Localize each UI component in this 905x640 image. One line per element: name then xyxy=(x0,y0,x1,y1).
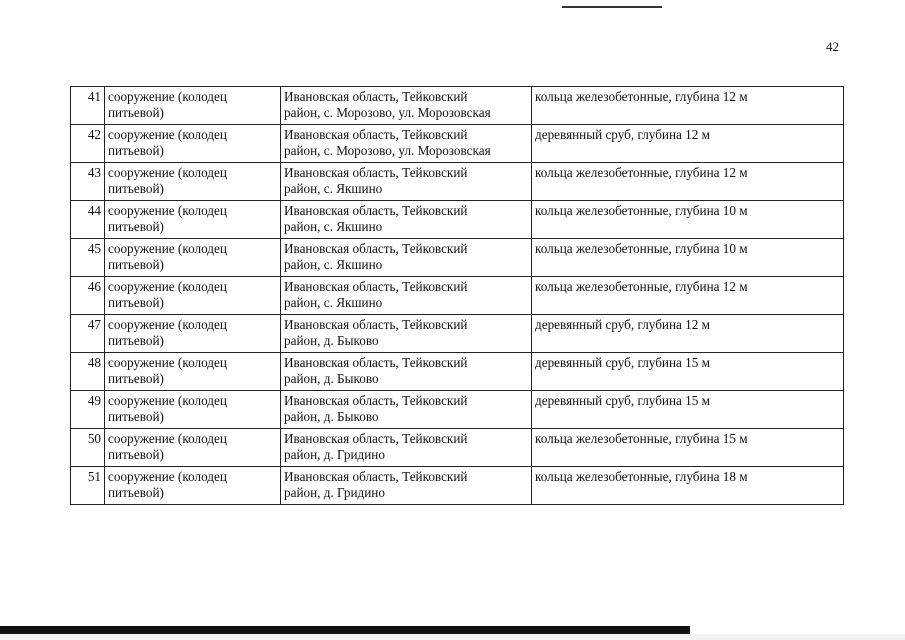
object-name xyxy=(105,429,281,467)
object-address-line: район, с. Якшино xyxy=(284,295,383,310)
object-name-line: питьевой) xyxy=(108,143,164,158)
object-name-line: питьевой) xyxy=(108,371,164,386)
object-name-line: сооружение (колодец xyxy=(108,165,227,180)
object-address xyxy=(281,125,532,163)
object-name xyxy=(105,201,281,239)
table-row xyxy=(71,353,844,391)
object-address-line: Ивановская область, Тейковский xyxy=(284,317,468,332)
object-address xyxy=(281,87,532,125)
scan-bottom-edge xyxy=(0,634,905,640)
row-number: 49 xyxy=(71,391,105,429)
object-address-line: район, с. Морозово, ул. Морозовская xyxy=(284,105,491,120)
object-address xyxy=(281,429,532,467)
object-name-line: питьевой) xyxy=(108,181,164,196)
table-row xyxy=(71,315,844,353)
object-name-line: сооружение (колодец xyxy=(108,355,227,370)
header-rule xyxy=(562,6,662,8)
object-description: кольца железобетонные, глубина 15 м xyxy=(532,429,844,467)
object-name-line: питьевой) xyxy=(108,257,164,272)
object-name-line: сооружение (колодец xyxy=(108,241,227,256)
object-address-line: Ивановская область, Тейковский xyxy=(284,279,468,294)
object-address-line: район, д. Гридино xyxy=(284,485,385,500)
object-name xyxy=(105,353,281,391)
table-row xyxy=(71,277,844,315)
object-description: кольца железобетонные, глубина 12 м xyxy=(532,87,844,125)
object-address-line: район, с. Якшино xyxy=(284,181,383,196)
object-description: деревянный сруб, глубина 15 м xyxy=(532,391,844,429)
row-number: 47 xyxy=(71,315,105,353)
object-name xyxy=(105,163,281,201)
object-description: кольца железобетонные, глубина 10 м xyxy=(532,201,844,239)
object-description: деревянный сруб, глубина 12 м xyxy=(532,315,844,353)
object-address-line: район, д. Быково xyxy=(284,371,379,386)
table-row xyxy=(71,163,844,201)
object-name xyxy=(105,125,281,163)
object-name-line: сооружение (колодец xyxy=(108,317,227,332)
object-name xyxy=(105,391,281,429)
object-name-line: сооружение (колодец xyxy=(108,89,227,104)
object-name-line: питьевой) xyxy=(108,333,164,348)
object-address-line: Ивановская область, Тейковский xyxy=(284,469,468,484)
object-name-line: сооружение (колодец xyxy=(108,431,227,446)
object-address-line: Ивановская область, Тейковский xyxy=(284,431,468,446)
object-name-line: питьевой) xyxy=(108,295,164,310)
table-row xyxy=(71,201,844,239)
object-name-line: сооружение (колодец xyxy=(108,393,227,408)
object-address-line: район, с. Морозово, ул. Морозовская xyxy=(284,143,491,158)
row-number: 45 xyxy=(71,239,105,277)
object-name-line: сооружение (колодец xyxy=(108,127,227,142)
object-name-line: сооружение (колодец xyxy=(108,203,227,218)
object-description: кольца железобетонные, глубина 18 м xyxy=(532,467,844,505)
object-address xyxy=(281,277,532,315)
object-description: кольца железобетонные, глубина 12 м xyxy=(532,277,844,315)
page-number: 42 xyxy=(826,39,839,54)
row-number: 46 xyxy=(71,277,105,315)
row-number: 44 xyxy=(71,201,105,239)
object-name xyxy=(105,87,281,125)
table-row xyxy=(71,429,844,467)
row-number: 42 xyxy=(71,125,105,163)
row-number: 43 xyxy=(71,163,105,201)
object-name-line: питьевой) xyxy=(108,485,164,500)
object-name xyxy=(105,315,281,353)
object-address-line: Ивановская область, Тейковский xyxy=(284,355,468,370)
object-address-line: Ивановская область, Тейковский xyxy=(284,89,468,104)
object-address-line: Ивановская область, Тейковский xyxy=(284,393,468,408)
table-row xyxy=(71,239,844,277)
object-name-line: питьевой) xyxy=(108,105,164,120)
row-number: 48 xyxy=(71,353,105,391)
object-name xyxy=(105,239,281,277)
object-address xyxy=(281,239,532,277)
object-address xyxy=(281,201,532,239)
row-number: 51 xyxy=(71,467,105,505)
object-name-line: питьевой) xyxy=(108,409,164,424)
object-description: деревянный сруб, глубина 15 м xyxy=(532,353,844,391)
object-address-line: Ивановская область, Тейковский xyxy=(284,203,468,218)
object-address xyxy=(281,163,532,201)
object-name-line: сооружение (колодец xyxy=(108,469,227,484)
object-address-line: район, д. Гридино xyxy=(284,447,385,462)
object-address-line: Ивановская область, Тейковский xyxy=(284,165,468,180)
table-row xyxy=(71,125,844,163)
row-number: 50 xyxy=(71,429,105,467)
object-address xyxy=(281,467,532,505)
object-description: кольца железобетонные, глубина 10 м xyxy=(532,239,844,277)
table-row xyxy=(71,467,844,505)
wells-table xyxy=(70,86,844,505)
table-row xyxy=(71,391,844,429)
row-number: 41 xyxy=(71,87,105,125)
object-name xyxy=(105,277,281,315)
object-name-line: сооружение (колодец xyxy=(108,279,227,294)
scan-bottom-bar xyxy=(0,626,690,634)
object-address-line: Ивановская область, Тейковский xyxy=(284,127,468,142)
object-name-line: питьевой) xyxy=(108,447,164,462)
object-address-line: район, д. Быково xyxy=(284,409,379,424)
object-name xyxy=(105,467,281,505)
object-name-line: питьевой) xyxy=(108,219,164,234)
object-address-line: Ивановская область, Тейковский xyxy=(284,241,468,256)
object-address xyxy=(281,353,532,391)
object-address-line: район, с. Якшино xyxy=(284,257,383,272)
object-address-line: район, д. Быково xyxy=(284,333,379,348)
object-description: кольца железобетонные, глубина 12 м xyxy=(532,163,844,201)
table-row xyxy=(71,87,844,125)
object-address-line: район, с. Якшино xyxy=(284,219,383,234)
object-description: деревянный сруб, глубина 12 м xyxy=(532,125,844,163)
object-address xyxy=(281,315,532,353)
object-address xyxy=(281,391,532,429)
